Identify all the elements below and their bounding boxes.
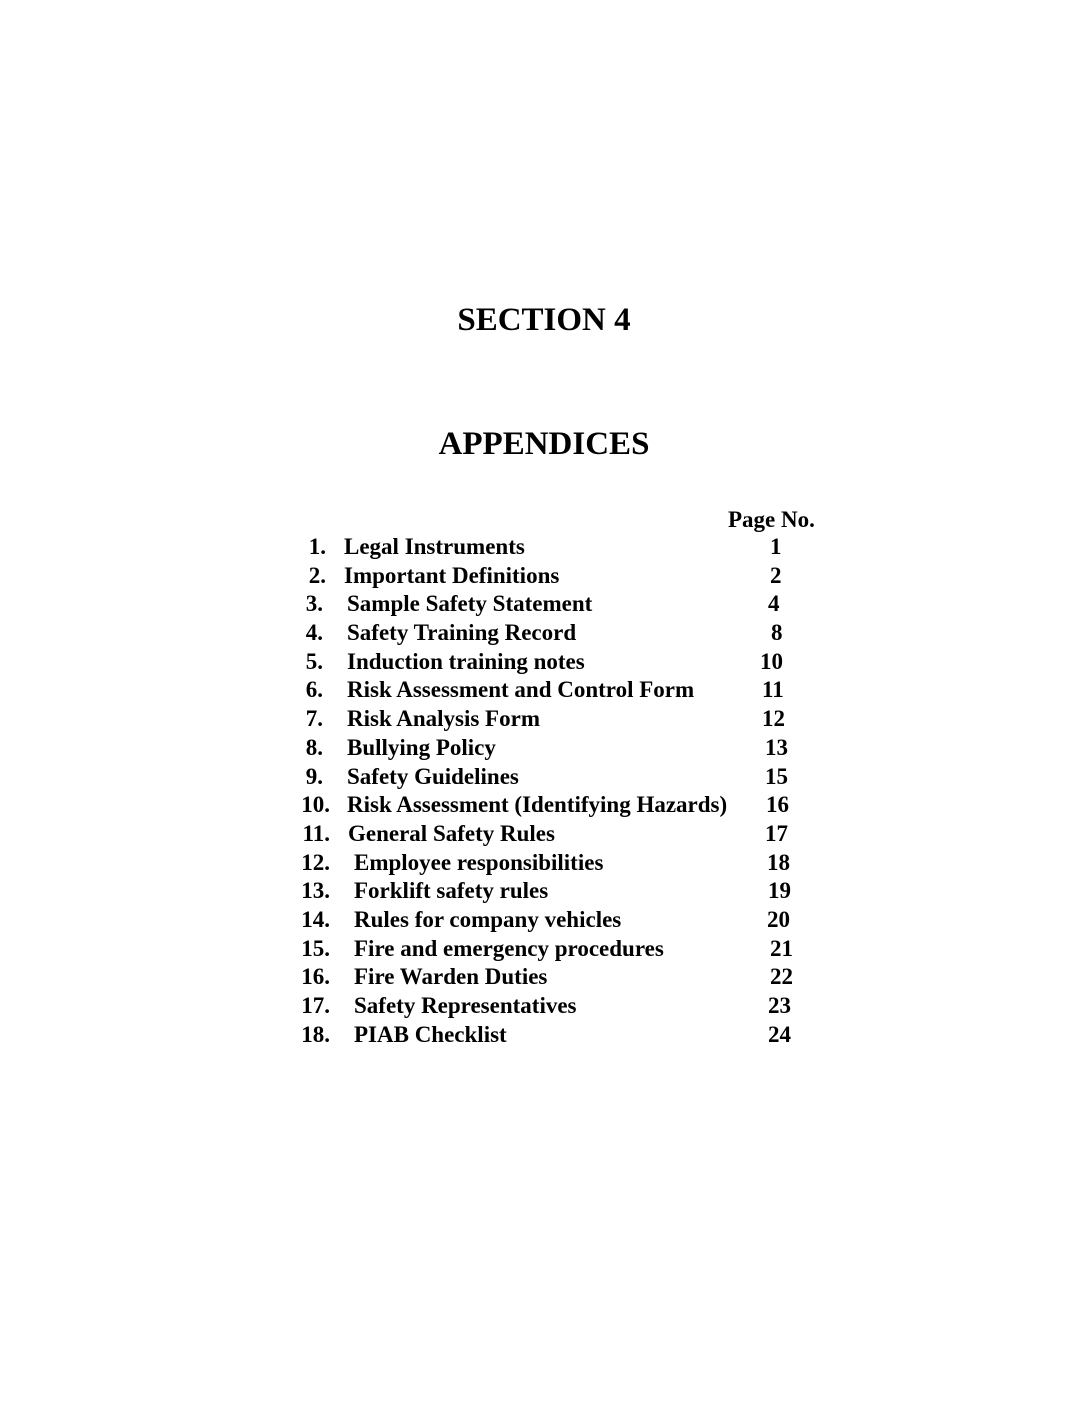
toc-row	[0, 619, 1088, 648]
toc-title: Employee responsibilities	[354, 849, 604, 875]
toc-page-number: 18	[767, 849, 790, 875]
toc-title: Sample Safety Statement	[347, 591, 593, 617]
toc-number: 14.	[301, 906, 330, 932]
toc-number: 7.	[305, 706, 323, 732]
toc-title: Important Definitions	[344, 562, 560, 588]
toc-page-number: 20	[767, 906, 790, 932]
toc-number: 2.	[308, 562, 326, 588]
section-title: SECTION 4	[457, 302, 631, 338]
toc-number: 16.	[301, 964, 330, 990]
toc-title: Safety Representatives	[354, 993, 577, 1018]
toc-page-number: 4	[768, 591, 780, 617]
toc-row	[0, 648, 1088, 677]
toc-number: 10.	[301, 792, 330, 818]
toc-title: Risk Assessment and Control Form	[347, 677, 695, 703]
toc-number: 13.	[301, 878, 330, 904]
toc-title: Fire Warden Duties	[354, 964, 548, 990]
toc-row	[0, 676, 1088, 705]
toc-number: 18.	[301, 1021, 330, 1047]
toc-row	[0, 963, 1088, 992]
toc-number: 11.	[302, 820, 330, 846]
toc-page-number: 19	[768, 878, 791, 904]
toc-row	[0, 935, 1088, 964]
toc-page-number: 21	[770, 935, 793, 961]
toc-page-number: 1	[770, 534, 782, 559]
toc-page-number: 12	[762, 706, 785, 732]
toc-number: 12.	[301, 849, 330, 875]
toc-row	[0, 705, 1088, 734]
toc-page-number: 16	[766, 792, 789, 818]
toc-title: Safety Guidelines	[347, 763, 519, 789]
toc-page-number: 8	[771, 620, 783, 646]
toc-number: 3.	[305, 591, 323, 617]
toc-title: Bullying Policy	[347, 734, 496, 760]
toc-title: Legal Instruments	[344, 534, 525, 559]
toc-number: 9.	[305, 763, 323, 789]
toc-number: 4.	[305, 620, 323, 646]
toc-row	[0, 763, 1088, 792]
toc-row	[0, 533, 1088, 562]
toc-page-number: 11	[762, 677, 784, 703]
toc-row	[0, 820, 1088, 849]
toc-row	[0, 1021, 1088, 1050]
toc-number: 15.	[301, 935, 330, 961]
toc-title: Fire and emergency procedures	[354, 935, 664, 961]
toc-title: Rules for company vehicles	[354, 906, 622, 932]
toc-row	[0, 877, 1088, 906]
toc-page-number: 22	[770, 964, 793, 990]
toc-number: 1.	[308, 534, 326, 559]
toc-title: Safety Training Record	[347, 620, 577, 646]
toc-page-number: 10	[760, 648, 783, 674]
toc-title: Forklift safety rules	[354, 878, 549, 904]
toc-page-number: 24	[768, 1021, 791, 1047]
toc-row	[0, 849, 1088, 878]
toc-title: Risk Analysis Form	[347, 706, 540, 732]
toc-page-number: 13	[765, 734, 788, 760]
toc-number: 5.	[305, 648, 323, 674]
toc-row	[0, 734, 1088, 763]
toc-title: General Safety Rules	[348, 820, 555, 846]
page-no-header: Page No.	[728, 507, 815, 532]
toc-title: Risk Assessment (Identifying Hazards)	[347, 792, 728, 818]
appendices-title: APPENDICES	[438, 426, 650, 462]
toc-row	[0, 590, 1088, 619]
toc-number: 17.	[301, 993, 330, 1018]
toc-page-number: 23	[768, 993, 791, 1018]
toc-row	[0, 992, 1088, 1021]
toc-row	[0, 906, 1088, 935]
toc-number: 8.	[305, 734, 323, 760]
toc-title: PIAB Checklist	[354, 1021, 507, 1047]
toc-number: 6.	[305, 677, 323, 703]
toc-page-number: 17	[765, 820, 788, 846]
table-of-contents	[0, 533, 1088, 1049]
toc-page-number: 2	[770, 562, 782, 588]
toc-page-number: 15	[765, 763, 788, 789]
toc-row	[0, 562, 1088, 591]
toc-title: Induction training notes	[347, 648, 585, 674]
toc-row	[0, 791, 1088, 820]
